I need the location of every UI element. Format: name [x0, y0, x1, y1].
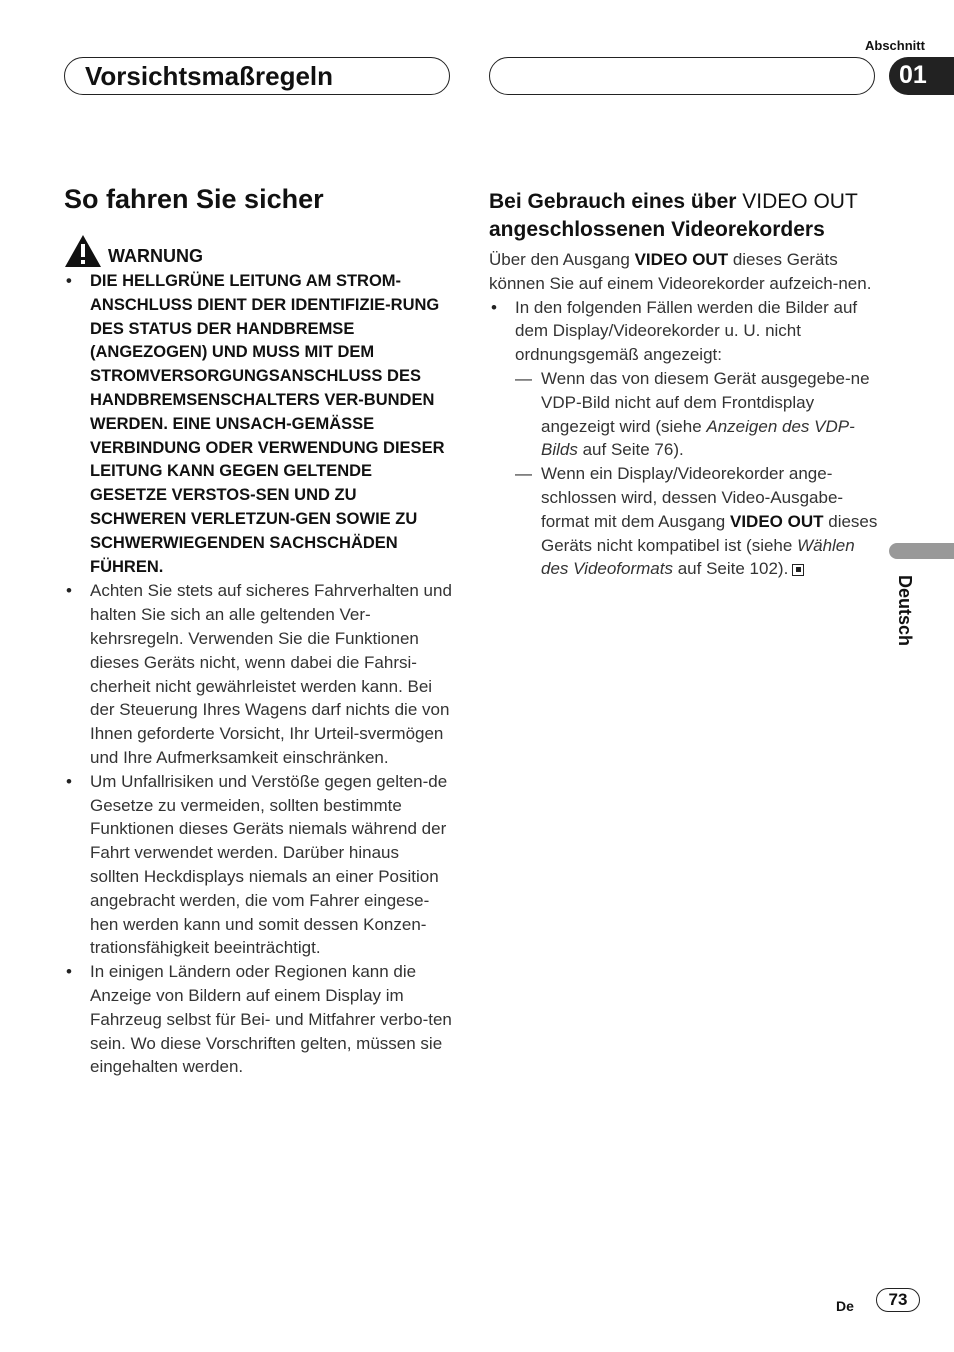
header-right-pill: [489, 57, 875, 95]
dash2-video-out: VIDEO OUT: [730, 511, 824, 531]
intro-paragraph: [489, 248, 879, 296]
dash1-text: Wenn das von diesem Gerät ausgegebe-ne VDP-Bild nicht auf dem Frontdisplay angezeigt wird (siehe: [541, 368, 870, 436]
dash2-reference: Wählen des Videoformats: [541, 535, 855, 579]
dash2-page: auf Seite 102).: [677, 559, 789, 579]
section-label: Abschnitt: [865, 38, 925, 53]
dash2-text: Wenn ein Display/Videorekorder ange-schlossen wird, dessen Video-Ausgabe-format mit dem Ausgang: [541, 464, 844, 531]
end-of-section-icon: [792, 564, 804, 576]
chapter-title: Vorsichtsmaßregeln: [85, 61, 334, 91]
right-column: [489, 248, 879, 581]
left-column: [64, 270, 452, 1079]
warning-item: • DIE HELLGRÜNE LEITUNG AM STROM-ANSCHLUSS DIENT DER IDENTIFIZIE-RUNG DES STATUS DER HANDBREMSE (ANGEZOGEN) UND MUSS MIT DEM STROMVERSORGUNGSANSCHLUSS DES HANDBREMSENSCHALTERS VER-BUNDEN WERDEN. EINE UNSACH-GEMÄSSE VERBINDUNG ODER VERWENDUNG DIESER LEITUNG KANN GEGEN GELTENDE GESETZE VERSTOS-SEN UND ZU SCHWEREN VERLETZUN-GEN SOWIE ZU SCHWERWIEGENDEN SACHSCHÄDEN FÜHREN.: [64, 270, 452, 579]
subheading-part3: angeschlossenen Videorekorders: [489, 218, 825, 241]
subheading-video-out: VIDEO OUT: [742, 190, 858, 213]
dash1-page: auf Seite 76).: [582, 440, 684, 460]
list-item: • Um Unfallrisiken und Verstöße gegen gelten-de Gesetze zu vermeiden, sollten bestimmte Funktionen dieses Geräts niemals während der Fahrt verwendet werden. Darüber hinaus sollten Heckdisplays niemals an einer Position angebracht werden, die vom Fahrer eingese-hen werden kann und somit dessen Konzen-trationsfähigkeit beeinträchtigt.: [64, 770, 452, 960]
footer-language-code: De: [836, 1298, 854, 1314]
subsection-heading: [489, 188, 889, 244]
intro-before: Über den Ausgang: [489, 250, 630, 269]
section-heading: So fahren Sie sicher: [64, 184, 324, 214]
dash2-middle: dieses Geräts nicht kompatibel ist (siehe: [541, 511, 878, 555]
dash-mark: —: [515, 368, 532, 388]
warning-triangle-icon: [64, 234, 102, 268]
dash-item: [515, 462, 879, 581]
bullet-text: In den folgenden Fällen werden die Bilder auf dem Display/Videorekorder u. U. nicht ordnungsgemäß angezeigt:: [515, 297, 858, 365]
dash-mark: —: [515, 464, 532, 484]
language-tab-marker: [889, 543, 954, 559]
language-tab-label: Deutsch: [895, 575, 915, 647]
chapter-number-badge: [889, 57, 954, 95]
chapter-number: 01: [899, 61, 927, 89]
dash-item: [515, 367, 879, 462]
list-item: • Achten Sie stets auf sicheres Fahrverhalten und halten Sie sich an alle geltenden Ver-kehrsregeln. Verwenden Sie die Funktionen dieses Geräts nicht, wenn dabei die Fahrsi-cherheit nicht gewährleistet werden kann. Bei der Steuerung Ihres Wagens darf nichts die von Ihnen geforderte Vorsicht, Ihr Urteil-svermögen und Ihre Aufmerksamkeit einschränken.: [64, 579, 452, 769]
warning-label: WARNUNG: [108, 246, 203, 266]
page-number: 73: [876, 1288, 920, 1312]
list-item: • In einigen Ländern oder Regionen kann die Anzeige von Bildern auf einem Display im Fahrzeug selbst für Bei- und Mitfahrer verbo-ten sein. Wo diese Vorschriften gelten, müssen sie eingehalten werden.: [64, 960, 452, 1079]
subheading-part1: Bei Gebrauch eines über: [489, 190, 737, 213]
intro-video-out: VIDEO OUT: [634, 250, 729, 269]
chapter-title-pill: [64, 57, 450, 95]
list-item: [489, 296, 879, 582]
intro-after: dieses Geräts können Sie auf einem Videorekorder aufzeich-nen.: [489, 250, 872, 293]
dash1-reference: Anzeigen des VDP-Bilds: [541, 416, 855, 460]
